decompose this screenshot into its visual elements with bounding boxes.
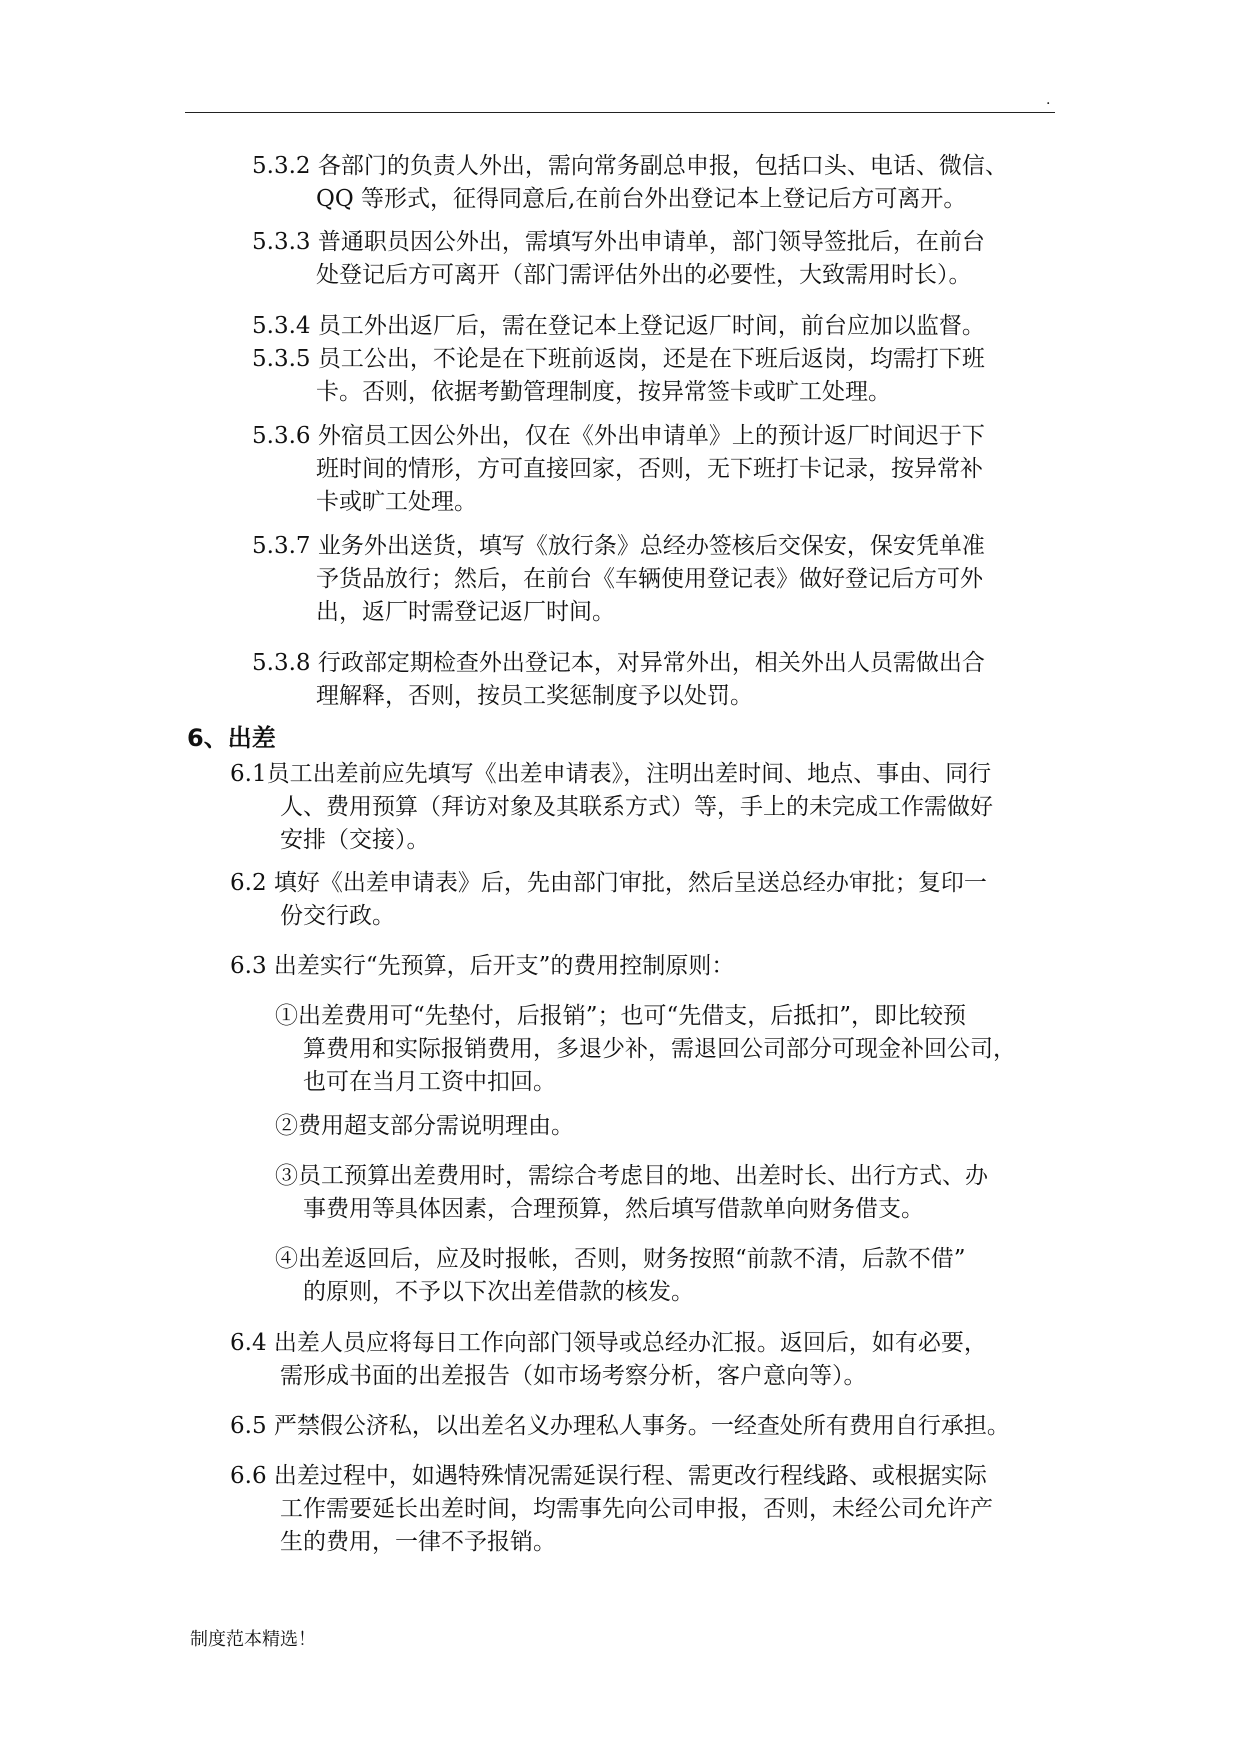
paragraph-line: 算费用和实际报销费用，多退少补，需退回公司部分可现金补回公司， bbox=[303, 1036, 1016, 1062]
paragraph-line: 5.3.8 行政部定期检查外出登记本，对异常外出，相关外出人员需做出合 bbox=[252, 650, 985, 676]
paragraph-line: 出，返厂时需登记返厂时间。 bbox=[316, 599, 615, 625]
paragraph-s61 bbox=[230, 758, 993, 857]
paragraph-s63c bbox=[275, 1160, 988, 1226]
paragraph-s65 bbox=[230, 1410, 1010, 1443]
paragraph-s536 bbox=[252, 420, 985, 519]
paragraph-line: 卡。否则，依据考勤管理制度，按异常签卡或旷工处理。 bbox=[316, 379, 891, 405]
paragraph-line: 事费用等具体因素，合理预算，然后填写借款单向财务借支。 bbox=[303, 1196, 924, 1222]
paragraph-line: 6.6 出差过程中，如遇特殊情况需延误行程、需更改行程线路、或根据实际 bbox=[230, 1463, 987, 1489]
paragraph-line: 卡或旷工处理。 bbox=[316, 489, 477, 515]
section-heading: 6、出差 bbox=[187, 724, 276, 752]
paragraph-s63 bbox=[230, 950, 734, 983]
paragraph-line: 5.3.3 普通职员因公外出，需填写外出申请单，部门领导签批后，在前台 bbox=[252, 229, 985, 255]
paragraph-line: 班时间的情形，方可直接回家，否则，无下班打卡记录，按异常补 bbox=[316, 456, 983, 482]
paragraph-line: 份交行政。 bbox=[280, 903, 395, 929]
paragraph-line: 予货品放行；然后，在前台《车辆使用登记表》做好登记后方可外 bbox=[316, 566, 983, 592]
paragraph-s66 bbox=[230, 1460, 993, 1559]
paragraph-line: 处登记后方可离开（部门需评估外出的必要性，大致需用时长）。 bbox=[316, 262, 972, 288]
paragraph-line: ②费用超支部分需说明理由。 bbox=[275, 1113, 574, 1139]
paragraph-line: 5.3.7 业务外出送货，填写《放行条》总经办签核后交保安，保安凭单准 bbox=[252, 533, 985, 559]
paragraph-s538 bbox=[252, 647, 985, 713]
paragraph-line: 6.2 填好《出差申请表》后，先由部门审批，然后呈送总经办审批；复印一 bbox=[230, 870, 987, 896]
paragraph-line: 5.3.5 员工公出，不论是在下班前返岗，还是在下班后返岗，均需打下班 bbox=[252, 346, 985, 372]
paragraph-line: 生的费用，一律不予报销。 bbox=[280, 1529, 556, 1555]
paragraph-line: 安排（交接）。 bbox=[280, 827, 430, 853]
paragraph-line: ③员工预算出差费用时，需综合考虑目的地、出差时长、出行方式、办 bbox=[275, 1163, 988, 1189]
paragraph-line: 的原则，不予以下次出差借款的核发。 bbox=[303, 1279, 694, 1305]
paragraph-s535 bbox=[252, 343, 985, 409]
paragraph-s63a bbox=[275, 1000, 1016, 1099]
paragraph-line: 6.4 出差人员应将每日工作向部门领导或总经办汇报。返回后，如有必要， bbox=[230, 1330, 987, 1356]
paragraph-line: 6.3 出差实行“先预算，后开支”的费用控制原则： bbox=[230, 953, 735, 979]
footer-text: 制度范本精选！ bbox=[190, 1629, 316, 1650]
paragraph-line: ①出差费用可“先垫付，后报销”；也可“先借支，后抵扣”，即比较预 bbox=[275, 1003, 967, 1029]
header-rule bbox=[185, 112, 1055, 113]
paragraph-line: 理解释，否则，按员工奖惩制度予以处罚。 bbox=[316, 683, 753, 709]
paragraph-s63b bbox=[275, 1110, 574, 1143]
paragraph-line: 也可在当月工资中扣回。 bbox=[303, 1069, 556, 1095]
paragraph-line: 5.3.6 外宿员工因公外出，仅在《外出申请单》上的预计返厂时间迟于下 bbox=[252, 423, 985, 449]
paragraph-line: 工作需要延长出差时间，均需事先向公司申报，否则，未经公司允许产 bbox=[280, 1496, 993, 1522]
paragraph-s63d bbox=[275, 1243, 966, 1309]
paragraph-line: 5.3.4 员工外出返厂后，需在登记本上登记返厂时间，前台应加以监督。 bbox=[252, 313, 985, 339]
paragraph-s537 bbox=[252, 530, 985, 629]
paragraph-line: 人、费用预算（拜访对象及其联系方式）等，手上的未完成工作需做好 bbox=[280, 794, 993, 820]
paragraph-s64 bbox=[230, 1327, 987, 1393]
paragraph-line: QQ 等形式，征得同意后,在前台外出登记本上登记后方可离开。 bbox=[316, 186, 967, 212]
paragraph-s532 bbox=[252, 150, 1008, 216]
paragraph-s533 bbox=[252, 226, 985, 292]
paragraph-s62 bbox=[230, 867, 987, 933]
paragraph-line: 6.1员工出差前应先填写《出差申请表》，注明出差时间、地点、事由、同行 bbox=[230, 761, 992, 787]
paragraph-line: 6.5 严禁假公济私，以出差名义办理私人事务。一经查处所有费用自行承担。 bbox=[230, 1413, 1010, 1439]
paragraph-s534 bbox=[252, 310, 985, 343]
paragraph-line: ④出差返回后，应及时报帐，否则，财务按照“前款不清，后款不借” bbox=[275, 1246, 966, 1272]
paragraph-line: 5.3.2 各部门的负责人外出，需向常务副总申报，包括口头、电话、微信、 bbox=[252, 153, 1008, 179]
paragraph-line: 需形成书面的出差报告（如市场考察分析，客户意向等）。 bbox=[280, 1363, 867, 1389]
header-mark: . bbox=[1046, 92, 1051, 108]
